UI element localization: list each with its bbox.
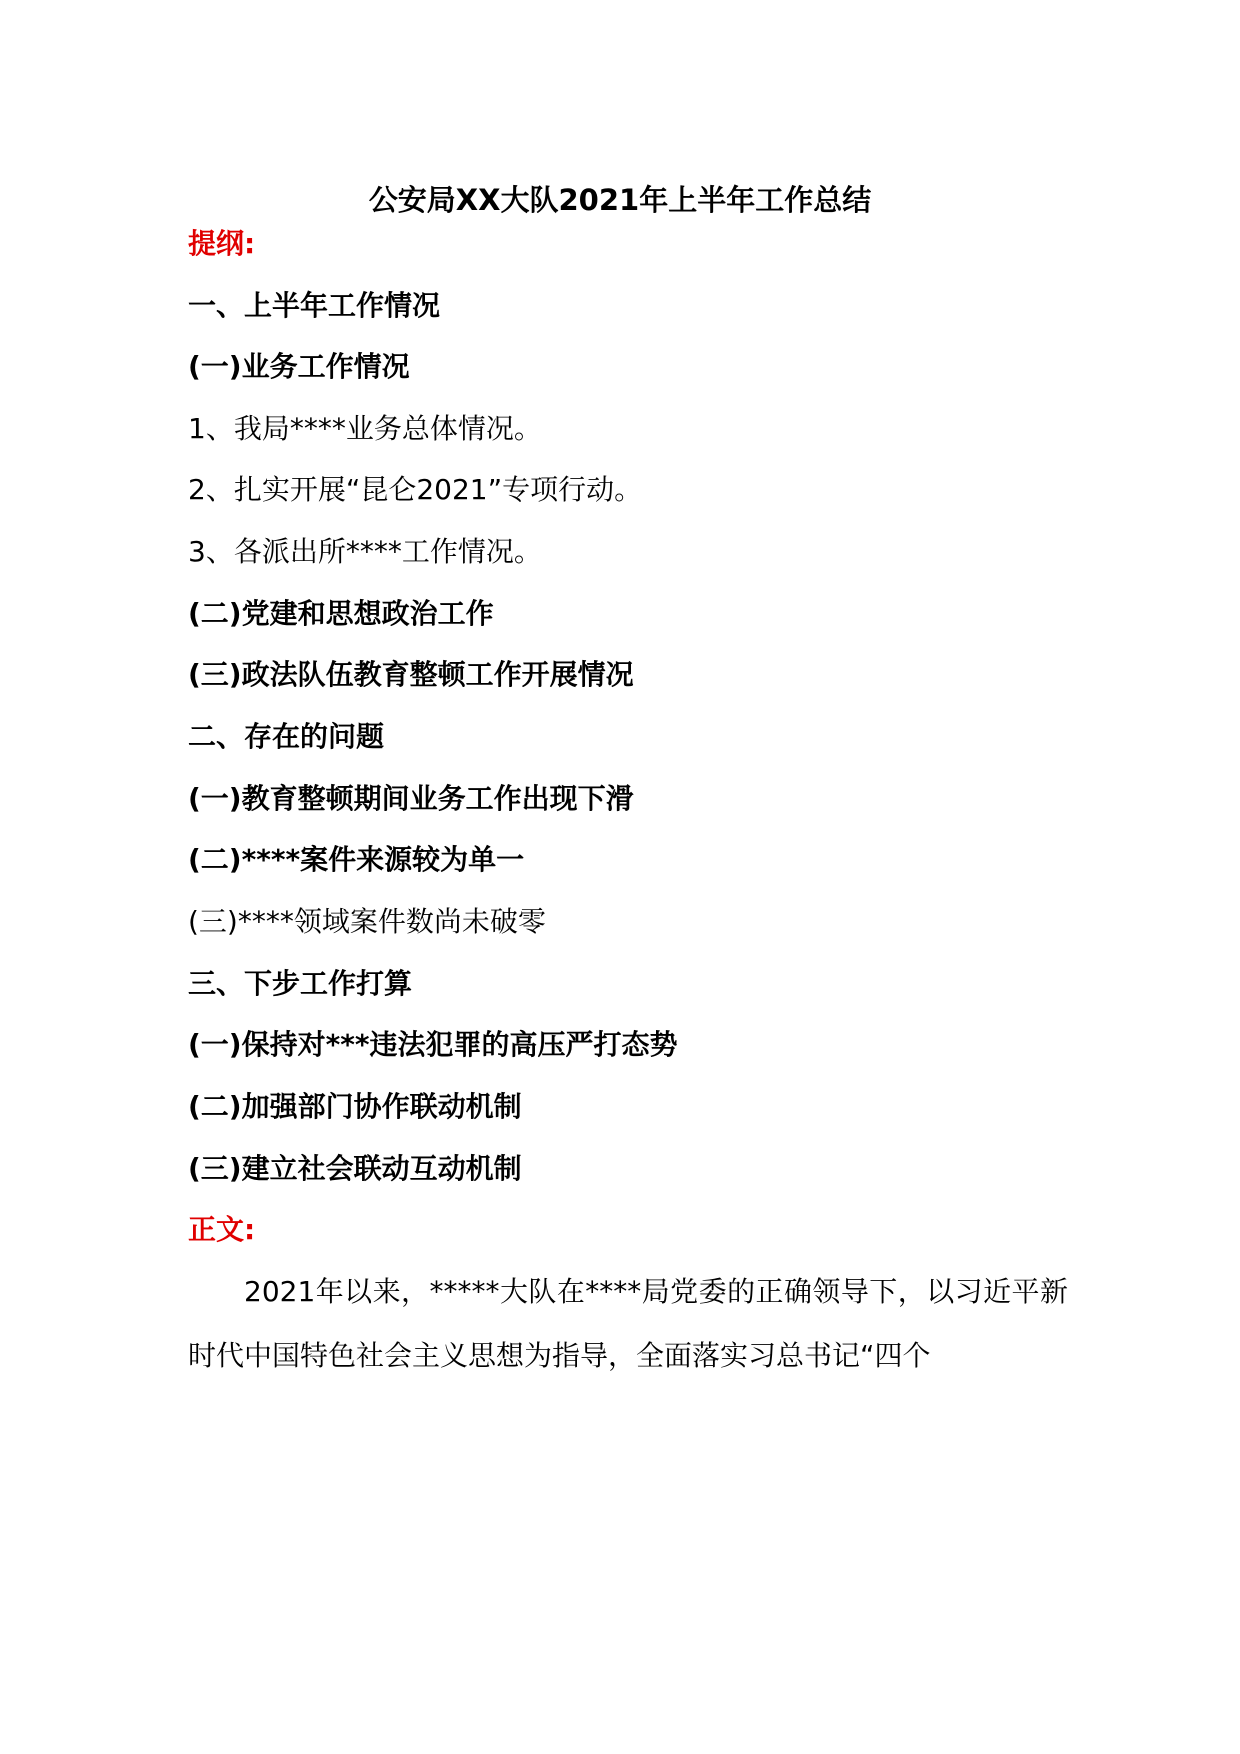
outline-label: 提纲:: [188, 227, 256, 260]
outline-item: (一)保持对***违法犯罪的高压严打态势: [188, 1028, 678, 1061]
outline-item: 3、各派出所****工作情况。: [188, 535, 542, 568]
body-label: 正文:: [188, 1213, 256, 1246]
outline-item: 1、我局****业务总体情况。: [188, 412, 542, 445]
outline-item: (三)建立社会联动互动机制: [188, 1152, 522, 1185]
outline-item: (二)党建和思想政治工作: [188, 597, 494, 630]
outline-item: 2、扎实开展“昆仑2021”专项行动。: [188, 473, 643, 506]
outline-item: (一)业务工作情况: [188, 350, 410, 383]
body-paragraph: 2021年以来，*****大队在****局党委的正确领导下，以习近平新时代中国特色社会主义思想为指导，全面落实习总书记“四个: [188, 1275, 1068, 1372]
outline-item: 三、下步工作打算: [188, 967, 413, 1000]
outline-item: 二、存在的问题: [188, 720, 385, 753]
outline-item: (三)****领域案件数尚未破零: [188, 905, 546, 938]
outline-item: 一、上半年工作情况: [188, 289, 441, 322]
outline-item: (二)****案件来源较为单一: [188, 843, 525, 876]
document-title: 公安局XX大队2021年上半年工作总结: [368, 183, 872, 217]
outline-item: (三)政法队伍教育整顿工作开展情况: [188, 658, 634, 691]
outline-item: (二)加强部门协作联动机制: [188, 1090, 522, 1123]
outline-item: (一)教育整顿期间业务工作出现下滑: [188, 782, 634, 815]
